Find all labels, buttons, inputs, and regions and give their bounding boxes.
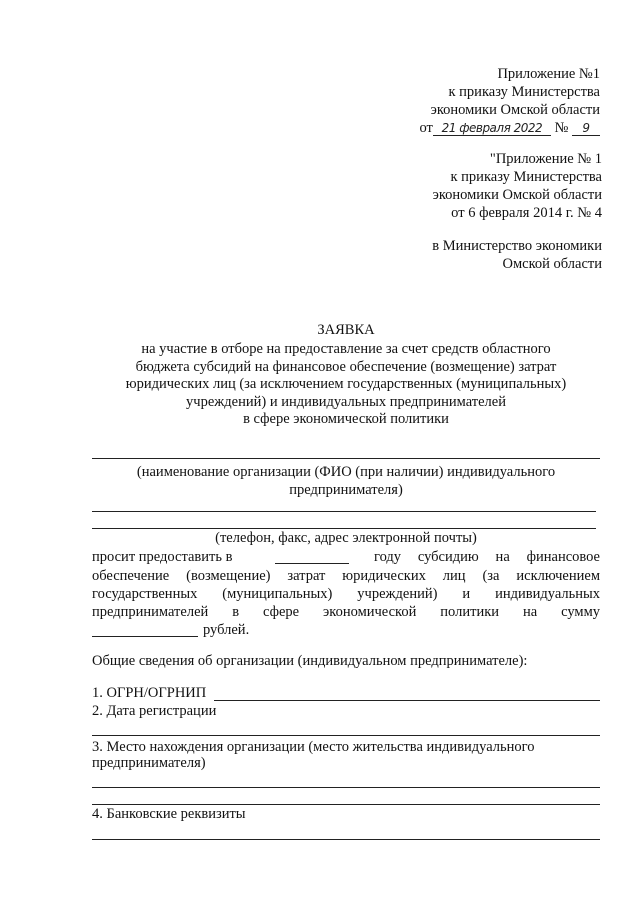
contacts-line-1[interactable]: [92, 511, 596, 512]
appendix-num-handwritten: 9: [572, 121, 600, 136]
location-line-1[interactable]: [92, 787, 600, 788]
heading-line-1: на участие в отборе на предоставление за счет средств областного: [141, 341, 551, 357]
heading-line-5: в сфере экономической политики: [243, 411, 449, 427]
ogrn-field-line[interactable]: [214, 700, 600, 701]
org-name-caption: [92, 464, 600, 500]
general-title: Общие сведения об организации (индивидуальном предпринимателе):: [92, 653, 528, 669]
addressee-line1: в Министерство экономики: [432, 238, 602, 254]
general-item-4: 4. Банковские реквизиты: [92, 806, 246, 822]
general-item-1: 1. ОГРН/ОГРНИП: [92, 685, 207, 701]
org-name-caption-2: предпринимателя): [289, 482, 403, 498]
appendix-title: Приложение №1: [497, 66, 600, 82]
request-amount-field[interactable]: [92, 636, 198, 637]
org-name-caption-1: (наименование организации (ФИО (при наличии) индивидуального: [136, 464, 556, 480]
heading-line-4: учреждений) и индивидуальных предпринимателей: [186, 393, 506, 410]
request-line-5: [92, 622, 600, 640]
request-year-field[interactable]: [275, 563, 349, 564]
request-line-3: государственных (муниципальных) учреждений) и индивидуальных: [92, 586, 600, 602]
heading-line-2: бюджета субсидий на финансовое обеспечение (возмещение) затрат: [135, 358, 557, 375]
appendix-old-block: [302, 151, 602, 223]
appendix-date-handwritten: 21 февраля 2022: [433, 121, 551, 136]
general-item-2: 2. Дата регистрации: [92, 703, 217, 719]
bank-details-line[interactable]: [92, 839, 600, 840]
heading-title: ЗАЯВКА: [317, 322, 375, 338]
appendix-old-line2: к приказу Министерства: [450, 169, 602, 185]
appendix-line2: к приказу Министерства: [448, 84, 600, 100]
request-line1-b: году субсидию на финансовое: [374, 549, 600, 565]
addressee-block: [302, 238, 602, 274]
appendix-date-line: [300, 120, 600, 140]
appendix-date-prefix: от: [419, 120, 433, 136]
general-item-3b: предпринимателя): [92, 755, 206, 771]
request-line5-suffix: рублей.: [203, 622, 250, 638]
heading-block: [92, 322, 600, 429]
request-line-2: обеспечение (возмещение) затрат юридических лиц (за исключением: [92, 568, 600, 584]
org-name-line[interactable]: [92, 458, 600, 459]
registration-date-line[interactable]: [92, 735, 600, 736]
appendix-line3: экономики Омской области: [430, 102, 600, 118]
appendix-block: [300, 66, 600, 140]
contacts-caption: (телефон, факс, адрес электронной почты): [215, 530, 477, 546]
heading-line-3: юридических лиц (за исключением государственных (муниципальных): [125, 376, 567, 392]
request-line1-a: просит предоставить в: [92, 549, 233, 565]
contacts-line-2[interactable]: [92, 528, 596, 529]
appendix-old-line4: от 6 февраля 2014 г. № 4: [451, 205, 602, 221]
appendix-old-title: "Приложение № 1: [489, 151, 602, 167]
appendix-num-prefix: №: [554, 120, 569, 136]
request-line-1: [92, 549, 600, 567]
general-item-3a: 3. Место нахождения организации (место жительства индивидуального: [92, 739, 535, 755]
request-line-4: предпринимателей в сфере экономической политики на сумму: [92, 604, 600, 620]
addressee-line2: Омской области: [502, 256, 602, 272]
location-line-2[interactable]: [92, 804, 600, 805]
appendix-old-line3: экономики Омской области: [432, 187, 602, 203]
